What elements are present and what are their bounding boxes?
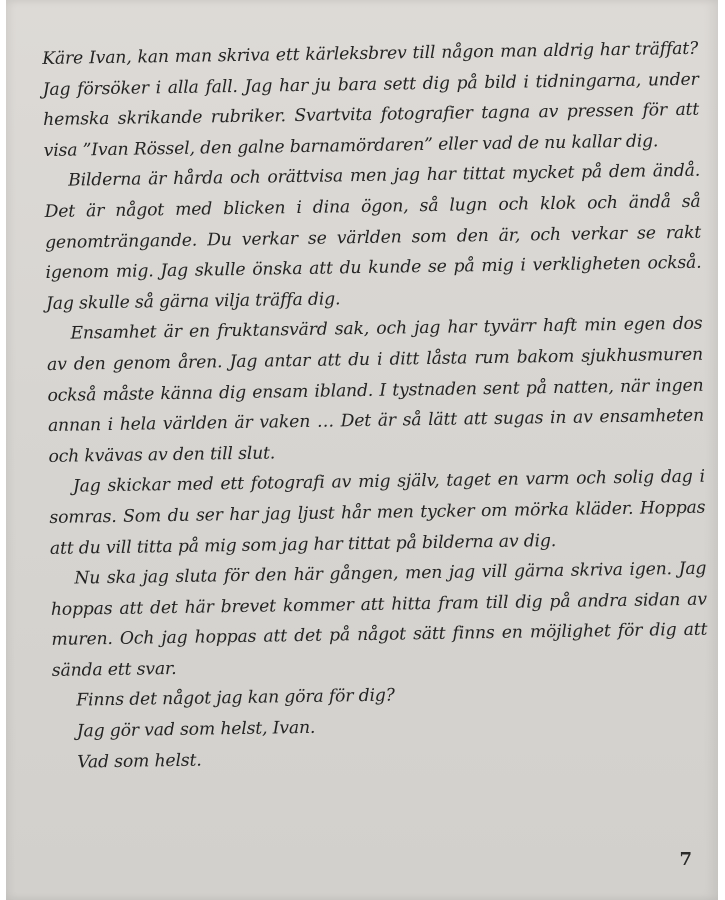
paragraph-5: Nu ska jag sluta för den här gången, men jag vill gärna skriva igen. Jag hoppas att det här brevet kommer att hitta fram till dig på andra sidan av muren. Och jag hoppas att det på något sätt finns en möjlighet för dig att sända ett svar. [50, 558, 708, 681]
paragraph-2: Bilderna är hårda och orättvisa men jag har tittat mycket på dem ändå. Det är något med blicken i dina ögon, så lugn och klok och ändå så genomträngande. Du verkar se världen som den är, och verkar se rakt igenom mig. Jag skulle önska att du kunde se på mig i verkligheten också. Jag skulle så gärna vilja träffa dig. [44, 161, 702, 314]
closing-line-1: Finns det något jag kan göra för dig? [76, 686, 395, 712]
book-page [6, 0, 718, 900]
closing-line-3: Vad som helst. [77, 750, 202, 773]
page-number: 7 [679, 849, 692, 870]
paragraph-4: Jag skickar med ett fotografi av mig själv, taget en varm och solig dag i somras. Som du ser har jag ljust hår men tycker om mörka kläder. Hoppas att du vill titta på mig som jag har tittat på bilderna av dig. [49, 466, 706, 559]
letter-text [42, 34, 709, 778]
paragraph-3: Ensamhet är en fruktansvärd sak, och jag har tyvärr haft min egen dos av den genom åren. Jag antar att du i ditt låsta rum bakom sjukhusmuren också måste känna dig ensam ibland. I tystnaden sent på natten, när ingen annan i hela världen är vaken … Det är så lätt att sugas in av ensamheten och kvävas av den till slut. [46, 314, 705, 467]
paragraph-1: Käre Ivan, kan man skriva ett kärleksbrev till någon man aldrig har träffat? Jag försöker i alla fall. Jag har ju bara sett dig på bild i tidningarna, under hemska skrikande rubriker. Svartvita fotografier tagna av pressen för att visa ”Ivan Rössel, den galne barnamördaren” eller vad de nu kallar dig. [42, 38, 700, 161]
closing-line-2: Jag gör vad som helst, Ivan. [76, 717, 316, 742]
